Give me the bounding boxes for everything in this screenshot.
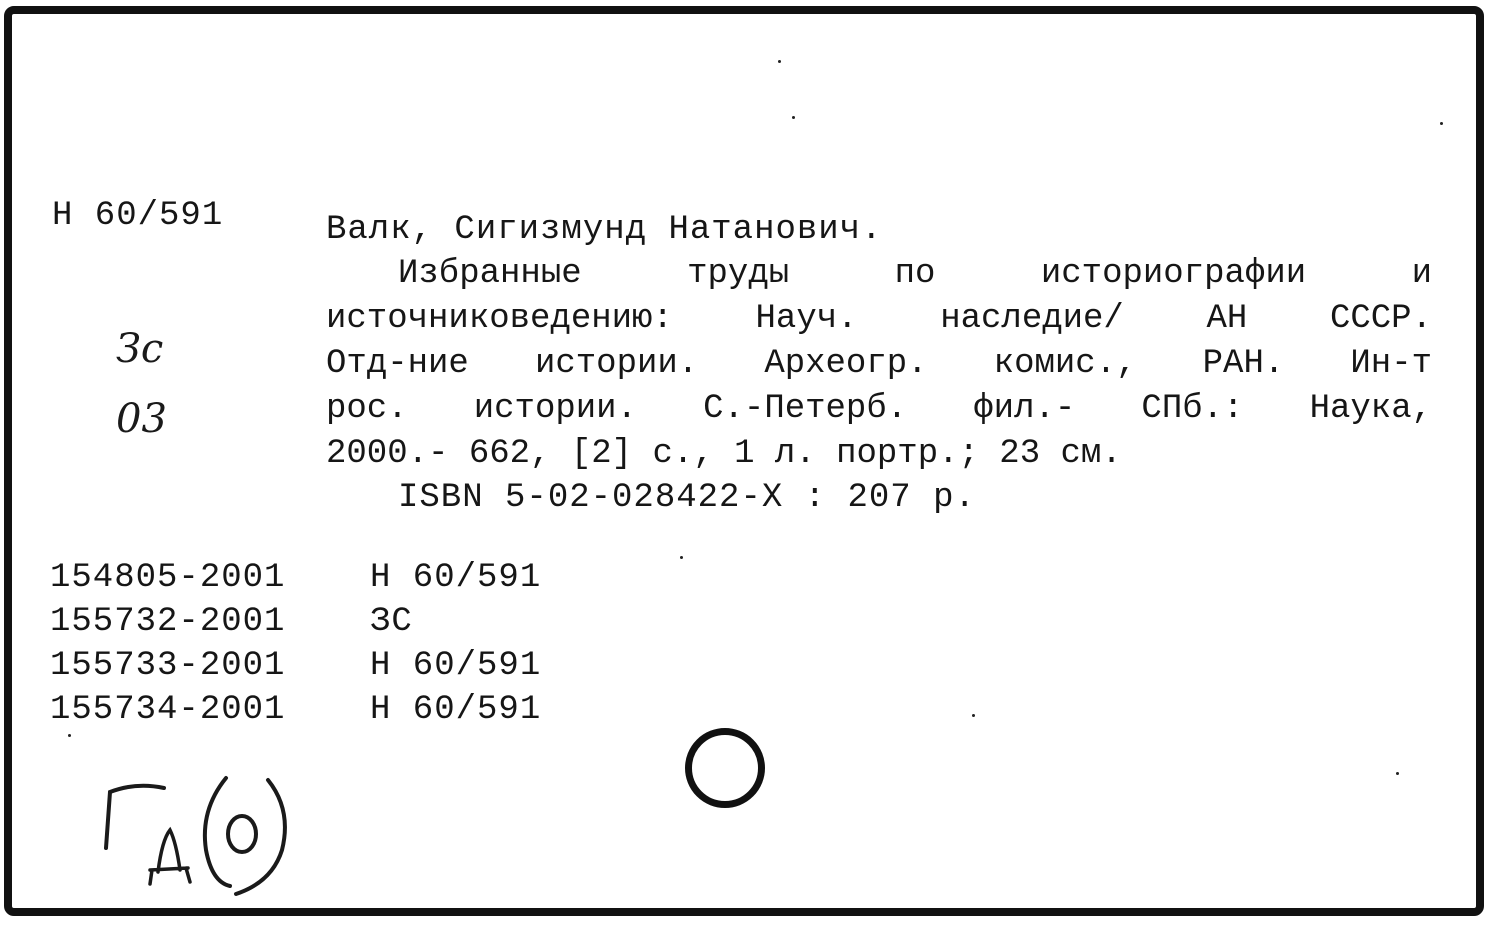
scan-speck [1440,122,1443,125]
handwritten-classification-mark [96,770,306,900]
description-line: Отд-ние истории. Археогр. комис., РАН. Ин-т [326,345,1432,383]
bibliographic-description [326,252,1432,477]
scan-speck [792,116,795,119]
holding-location: ЗС [370,603,413,641]
isbn-price: ISBN 5-02-028422-X : 207 р. [398,479,976,517]
author-heading: Валк, Сигизмунд Натанович. [326,211,883,249]
holding-row [50,556,541,600]
holding-row [50,644,541,688]
shelf-mark: Н 60/591 [52,197,224,235]
holding-row [50,688,541,732]
scan-speck [68,734,71,737]
inventory-number: 155732-2001 [50,603,286,641]
inventory-number: 155734-2001 [50,691,286,729]
description-line: источниковедению: Науч. наследие/ АН СССР. [326,300,1432,338]
handwritten-mark-lower: 03 [116,396,167,442]
description-line: Избранные труды по историографии и [398,255,1432,293]
scan-speck [680,556,683,559]
holding-location: Н 60/591 [370,691,542,729]
holdings-list [50,556,541,732]
scan-speck [1396,772,1399,775]
scan-speck [972,714,975,717]
inventory-number: 155733-2001 [50,647,286,685]
punch-hole [685,728,765,808]
holding-location: Н 60/591 [370,559,542,597]
inventory-number: 154805-2001 [50,559,286,597]
handwritten-mark-upper: Зс [116,326,164,372]
holding-row [50,600,541,644]
scan-speck [778,60,781,63]
description-line: 2000.- 662, [2] с., 1 л. портр.; 23 см. [326,435,1122,473]
holding-location: Н 60/591 [370,647,542,685]
description-line: рос. истории. С.-Петерб. фил.- СПб.: Наука, [326,390,1432,428]
